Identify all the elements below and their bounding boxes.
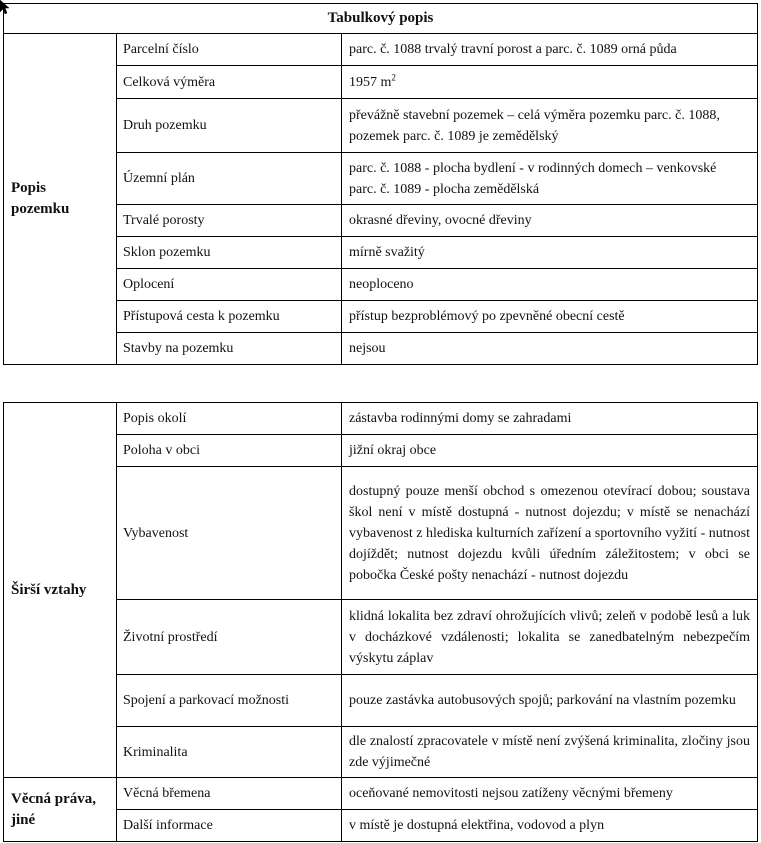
- row-value: jižní okraj obce: [342, 435, 758, 467]
- row-label: Celková výměra: [117, 66, 342, 99]
- row-value: [342, 153, 758, 205]
- row-label: Druh pozemku: [117, 99, 342, 153]
- row-value: v místě je dostupná elektřina, vodovod a plyn: [342, 810, 758, 842]
- row-label: Kriminalita: [117, 727, 342, 778]
- row-value: nejsou: [342, 333, 758, 365]
- section-wider-relations: Širší vztahy: [4, 403, 117, 778]
- section-label-line2: jiné: [11, 811, 36, 828]
- table-row: [4, 467, 758, 600]
- table-title-row: [4, 4, 758, 34]
- row-label: Životní prostředí: [117, 600, 342, 675]
- table-row: [4, 301, 758, 333]
- area-value: 1957 m: [349, 74, 392, 90]
- row-value: neoploceno: [342, 269, 758, 301]
- table-title: Tabulkový popis: [4, 4, 758, 34]
- row-value: klidná lokalita bez zdraví ohrožujících vlivů; zeleň v podobě lesů a luk v docházkové vzdálenosti; lokalita se zanedbatelným nebezpečím výskytu záplav: [342, 600, 758, 675]
- row-label: Sklon pozemku: [117, 237, 342, 269]
- row-label: Oplocení: [117, 269, 342, 301]
- table-row: [4, 403, 758, 435]
- land-description-table: [3, 3, 758, 365]
- row-value: [342, 66, 758, 99]
- table-row: [4, 435, 758, 467]
- table-row: [4, 778, 758, 810]
- section-label-line1: Věcná práva,: [11, 790, 96, 807]
- table-row: [4, 153, 758, 205]
- row-value: oceňované nemovitosti nejsou zatíženy věcnými břemeny: [342, 778, 758, 810]
- row-value: okrasné dřeviny, ovocné dřeviny: [342, 205, 758, 237]
- row-value: zástavba rodinnými domy se zahradami: [342, 403, 758, 435]
- section-label-line1: Popis: [11, 180, 47, 196]
- section-land-description: [4, 34, 117, 365]
- row-label: Stavby na pozemku: [117, 333, 342, 365]
- table-row: [4, 205, 758, 237]
- table-row: [4, 810, 758, 842]
- table-row: [4, 237, 758, 269]
- section-property-rights: [4, 778, 117, 842]
- row-label: Parcelní číslo: [117, 34, 342, 66]
- table-row: [4, 333, 758, 365]
- wider-relations-table: [3, 402, 758, 842]
- row-value: převážně stavební pozemek – celá výměra pozemku parc. č. 1088, pozemek parc. č. 1089 je zemědělský: [342, 99, 758, 153]
- row-value: mírně svažitý: [342, 237, 758, 269]
- table-row: [4, 600, 758, 675]
- table-row: [4, 727, 758, 778]
- row-value: pouze zastávka autobusových spojů; parkování na vlastním pozemku: [342, 675, 758, 727]
- table-row: [4, 269, 758, 301]
- area-unit-superscript: 2: [391, 71, 396, 82]
- row-label: Popis okolí: [117, 403, 342, 435]
- row-label: Vybavenost: [117, 467, 342, 600]
- row-value: parc. č. 1088 trvalý travní porost a parc. č. 1089 orná půda: [342, 34, 758, 66]
- table-row: [4, 99, 758, 153]
- zoning-line2: parc. č. 1089 - plocha zemědělská: [349, 181, 540, 197]
- section-label-line2: pozemku: [11, 201, 70, 217]
- table-row: [4, 675, 758, 727]
- row-label: Trvalé porosty: [117, 205, 342, 237]
- row-label: Přístupová cesta k pozemku: [117, 301, 342, 333]
- row-value: přístup bezproblémový po zpevněné obecní cestě: [342, 301, 758, 333]
- row-value: dle znalostí zpracovatele v místě není zvýšená kriminalita, zločiny jsou zde výjimečné: [342, 727, 758, 778]
- row-label: Spojení a parkovací možnosti: [117, 675, 342, 727]
- row-label: Poloha v obci: [117, 435, 342, 467]
- row-value: dostupný pouze menší obchod s omezenou otevírací dobou; soustava škol není v místě dostupná - nutnost dojezdu; v místě se nenachází vybavenost z hlediska kulturních zařízení a sportovního vyžití - nutnost dojíždět; nutnost dojezdu kvůli úředním záležitostem; v obci se pobočka České pošty nenachází - nutnost dojezdu: [342, 467, 758, 600]
- table-row: [4, 66, 758, 99]
- row-label: Další informace: [117, 810, 342, 842]
- row-label: Věcná břemena: [117, 778, 342, 810]
- table-row: [4, 34, 758, 66]
- row-label: Územní plán: [117, 153, 342, 205]
- zoning-line1: parc. č. 1088 - plocha bydlení - v rodinných domech – venkovské: [349, 160, 717, 176]
